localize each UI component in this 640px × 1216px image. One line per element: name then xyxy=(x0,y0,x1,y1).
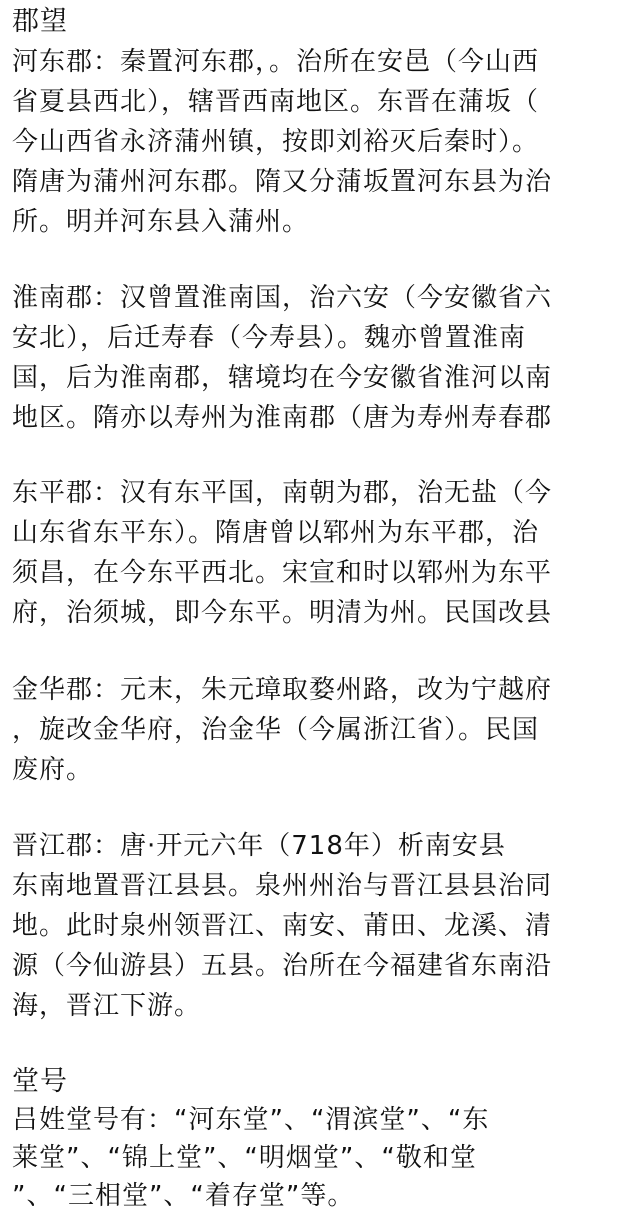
text-line: 淮南郡：汉曾置淮南国，治六安（今安徽省六 xyxy=(12,283,553,313)
text-line: 吕姓堂号有：“河东堂”、“渭滨堂”、“东 xyxy=(12,1105,490,1135)
text-line: 安北），后迁寿春（今寿县）。魏亦曾置淮南 xyxy=(12,323,527,353)
text-line: 省夏县西北），辖晋西南地区。东晋在蒲坂（ xyxy=(12,87,540,117)
text-line: 地区。隋亦以寿州为淮南郡（唐为寿州寿春郡 xyxy=(12,403,553,433)
text-line: 莱堂”、“锦上堂”、“明烟堂”、“敬和堂 xyxy=(12,1143,477,1173)
text-line: 废府。 xyxy=(12,755,94,785)
text-line: 所。明并河东县入蒲州。 xyxy=(12,207,310,237)
section-title-junwang: 郡望 xyxy=(12,6,68,37)
text-line: ”、“三相堂”、“着存堂”等。 xyxy=(12,1181,355,1211)
text-line: 隋唐为蒲州河东郡。隋又分蒲坂置河东县为治 xyxy=(12,167,553,197)
text-line: 河东郡：秦置河东郡，。治所在安邑（今山西 xyxy=(12,47,540,77)
text-line: 东平郡：汉有东平国，南朝为郡，治无盐（今 xyxy=(12,478,553,508)
text-line: 晋江郡：唐·开元六年（718年）析南安县 xyxy=(12,831,506,861)
text-line: 源（今仙游县）五县。治所在今福建省东南沿 xyxy=(12,951,553,981)
text-line: 今山西省永济蒲州镇，按即刘裕灭后秦时）。 xyxy=(12,127,540,157)
text-line: 金华郡：元末，朱元璋取婺州路，改为宁越府 xyxy=(12,675,553,705)
text-line: 须昌，在今东平西北。宋宣和时以郓州为东平 xyxy=(12,558,553,588)
section-title-tanghao: 堂号 xyxy=(12,1066,68,1097)
text-line: 山东省东平东）。隋唐曾以郓州为东平郡，治 xyxy=(12,518,540,548)
text-line: 海，晋江下游。 xyxy=(12,991,202,1021)
text-line: 地。此时泉州领晋江、南安、莆田、龙溪、清 xyxy=(12,911,553,941)
text-line: 国，后为淮南郡，辖境均在今安徽省淮河以南 xyxy=(12,363,553,393)
text-line: 府，治须城，即今东平。明清为州。民国改县 xyxy=(12,598,553,628)
text-line: ，旋改金华府，治金华（今属浙江省）。民国 xyxy=(12,715,540,745)
text-line: 东南地置晋江县县。泉州州治与晋江县县治同 xyxy=(12,871,553,901)
